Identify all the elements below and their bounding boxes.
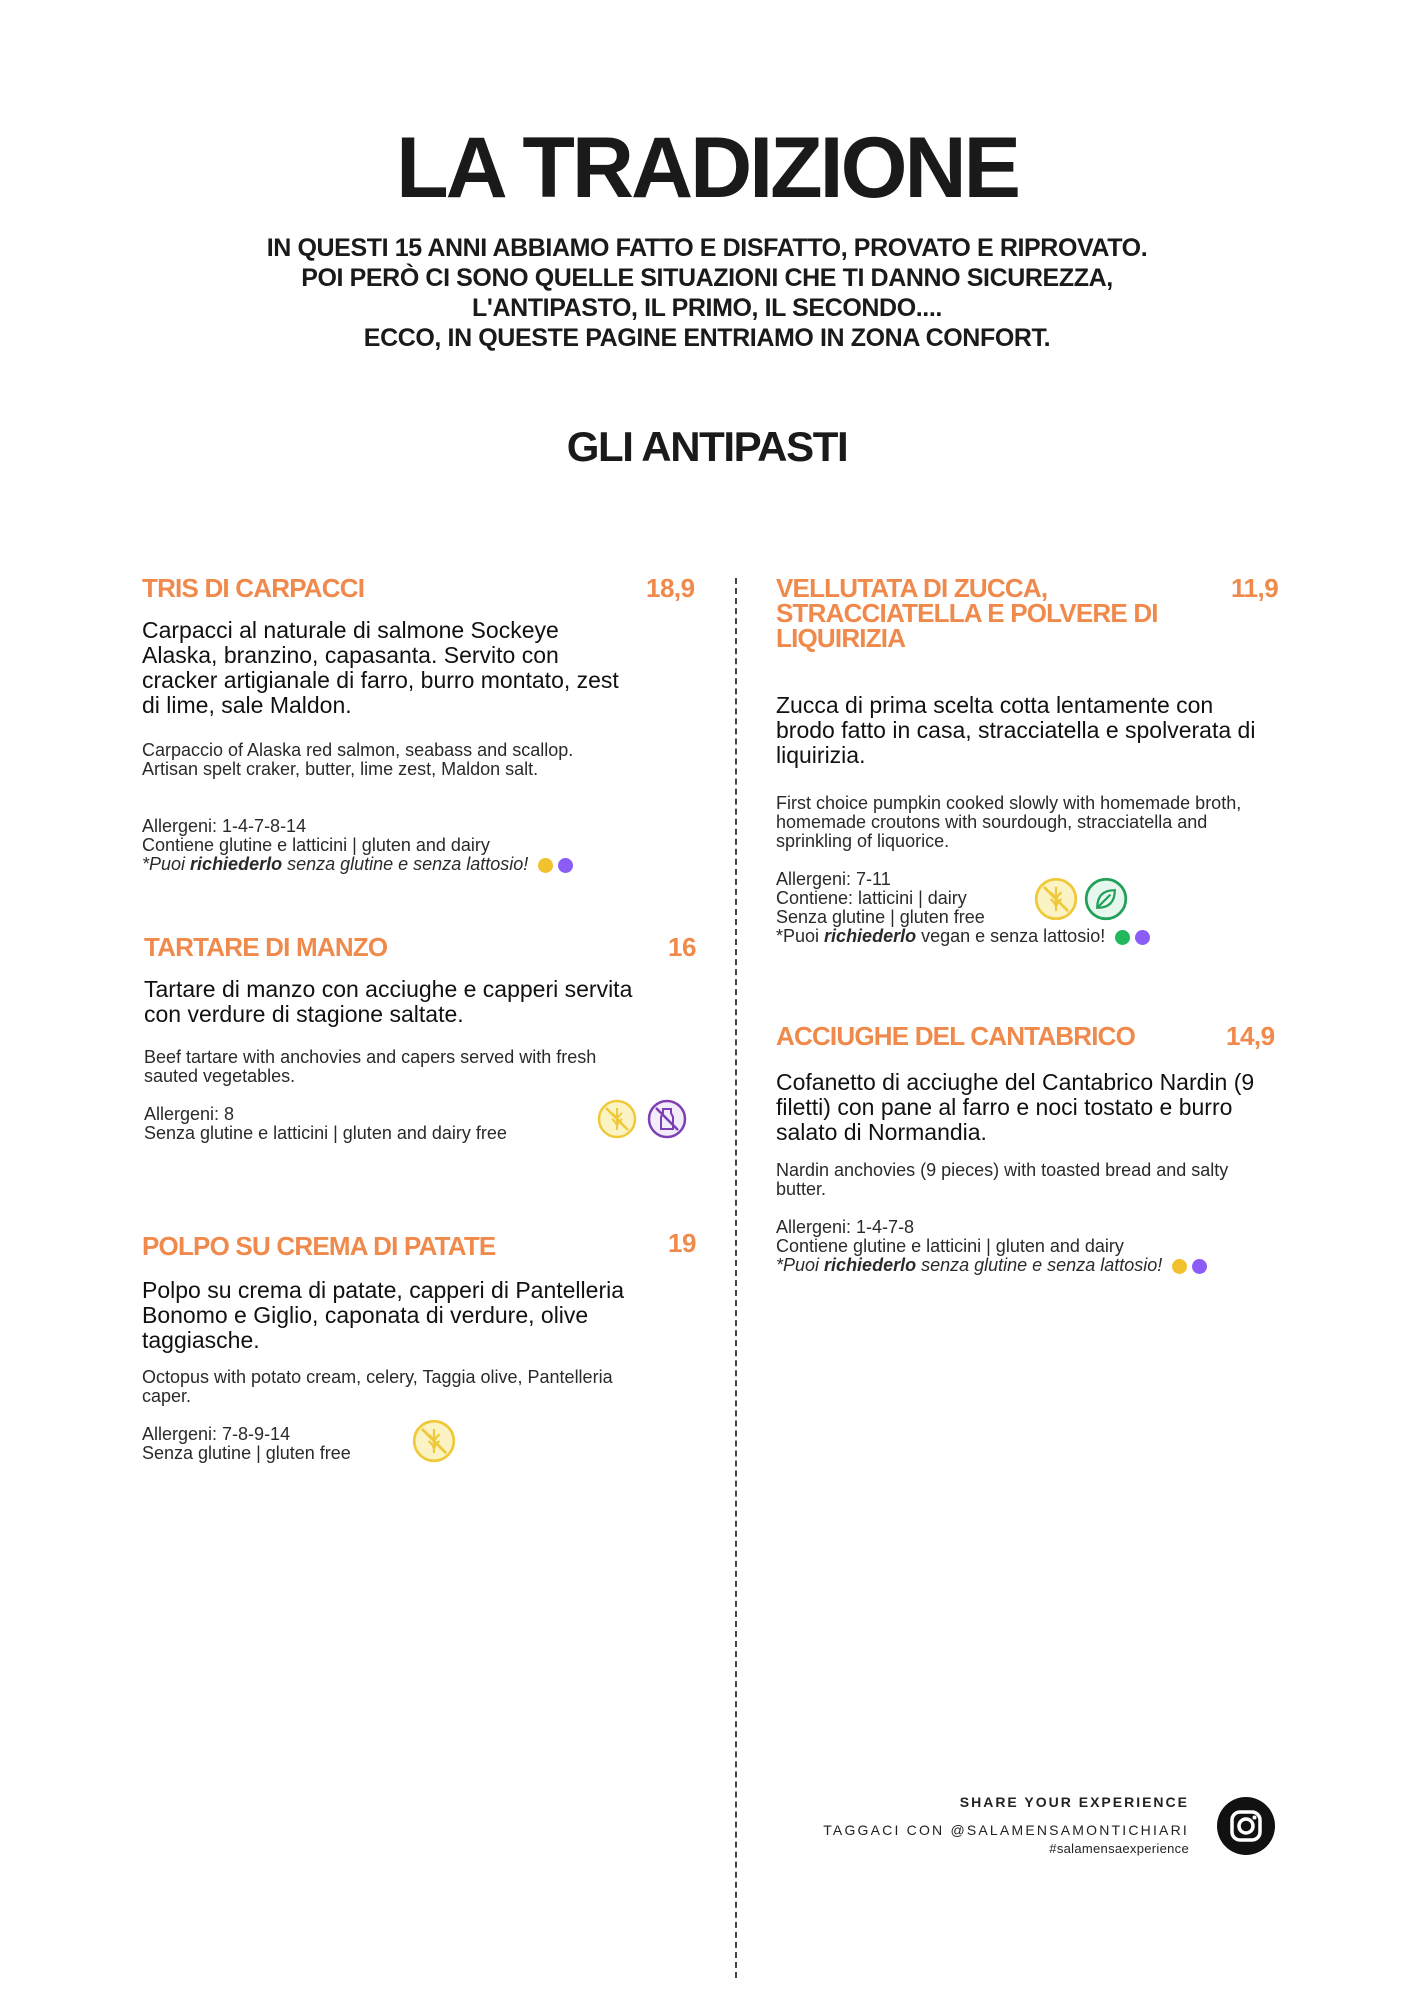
column-divider (735, 578, 737, 1978)
dish-description: Zucca di prima scelta cotta lentamente con brodo fatto in casa, stracciatella e spolverata di liquirizia. (776, 692, 1256, 768)
lactose-free-dot (1192, 1259, 1207, 1274)
dish-english-description: First choice pumpkin cooked slowly with homemade broth, homemade croutons with sourdough, stracciatella and sprinkling of liquorice. (776, 793, 1242, 851)
allergens-list: Allergeni: 1-4-7-8-14 (142, 816, 307, 836)
dish-allergens (144, 1105, 507, 1143)
intro-text (0, 233, 1414, 353)
share-experience-label: SHARE YOUR EXPERIENCE (959, 1794, 1189, 1810)
dish-price: 11,9 (1231, 573, 1279, 603)
intro-line: L'ANTIPASTO, IL PRIMO, IL SECONDO.... (472, 294, 942, 322)
dish-english-description: Octopus with potato cream, celery, Taggia olive, Pantelleria caper. (142, 1367, 613, 1406)
allergens-list: Allergeni: 8 (144, 1104, 235, 1124)
intro-line: IN QUESTI 15 ANNI ABBIAMO FATTO E DISFATTO, PROVATO E RIPROVATO. (266, 234, 1148, 262)
allergens-free: Senza glutine | gluten free (776, 907, 985, 927)
dish-english-description: Beef tartare with anchovies and capers served with fresh sauted vegetables. (144, 1047, 597, 1086)
request-note (776, 927, 1150, 946)
dish-allergens (142, 817, 573, 874)
vegan-dot (1115, 930, 1130, 945)
request-post: vegan e senza lattosio! (916, 926, 1106, 946)
dish-description: Carpacci al naturale di salmone Sockeye Alaska, branzino, capasanta. Servito con cracker artigianale di farro, burro montato, zest di lime, sale Maldon. (142, 617, 619, 718)
dish-allergens (776, 1218, 1207, 1275)
allergens-contains: Contiene glutine e latticini | gluten and dairy (142, 835, 490, 855)
gluten-free-icon (597, 1099, 637, 1139)
vegan-leaf-icon (1084, 877, 1128, 921)
dish-price: 14,9 (1226, 1021, 1275, 1051)
allergens-contains: Senza glutine e latticini | gluten and dairy free (144, 1123, 507, 1143)
dish-description: Polpo su crema di patate, capperi di Pantelleria Bonomo e Giglio, caponata di verdure, olive taggiasche. (142, 1277, 625, 1353)
dish-price: 16 (668, 932, 696, 962)
allergens-contains: Contiene glutine e latticini | gluten and dairy (776, 1236, 1124, 1256)
dish-price: 18,9 (646, 573, 695, 603)
request-note (776, 1256, 1207, 1275)
intro-line: POI PERÒ CI SONO QUELLE SITUAZIONI CHE TI DANNO SICUREZZA, (301, 264, 1113, 292)
dish-tris-di-carpacci (142, 573, 697, 886)
request-note (142, 855, 573, 874)
intro-line: ECCO, IN QUESTE PAGINE ENTRIAMO IN ZONA CONFORT. (363, 324, 1051, 352)
dish-name: TRIS DI CARPACCI (142, 573, 365, 603)
allergens-list: Allergeni: 7-8-9-14 (142, 1424, 291, 1444)
request-pre: *Puoi (776, 1255, 825, 1275)
hashtag: #salamensaexperience (1049, 1841, 1189, 1856)
request-bold: richiederlo (824, 1255, 917, 1275)
allergens-contains: Senza glutine | gluten free (142, 1443, 351, 1463)
dish-name: ACCIUGHE DEL CANTABRICO (776, 1021, 1136, 1051)
request-post: senza glutine e senza lattosio! (916, 1255, 1163, 1275)
request-pre: *Puoi (776, 926, 825, 946)
dish-allergens (142, 1425, 351, 1463)
lactose-free-icon (647, 1099, 687, 1139)
request-post: senza glutine e senza lattosio! (282, 854, 529, 874)
allergens-list: Allergeni: 1-4-7-8 (776, 1217, 915, 1237)
lactose-free-dot (558, 858, 573, 873)
instagram-icon[interactable] (1216, 1796, 1276, 1856)
request-pre: *Puoi (142, 854, 191, 874)
gluten-free-dot (538, 858, 553, 873)
dish-description: Cofanetto di acciughe del Cantabrico Nardin (9 filetti) con pane al farro e noci tostato e burro salato di Normandia. (776, 1069, 1255, 1145)
page-title: LA TRADIZIONE (396, 120, 1018, 216)
dish-name: TARTARE DI MANZO (144, 932, 388, 962)
dish-price: 19 (668, 1228, 696, 1258)
tag-handle: TAGGACI CON @SALAMENSAMONTICHIARI (823, 1822, 1189, 1838)
section-title: GLI ANTIPASTI (566, 423, 848, 470)
dish-name: POLPO SU CREMA DI PATATE (142, 1231, 496, 1261)
dish-english-description: Carpaccio of Alaska red salmon, seabass and scallop. Artisan spelt craker, butter, lime zest, Maldon salt. (142, 740, 574, 779)
lactose-free-dot (1135, 930, 1150, 945)
gluten-free-icon (1034, 877, 1078, 921)
allergens-list: Allergeni: 7-11 (776, 869, 891, 889)
request-bold: richiederlo (190, 854, 283, 874)
dish-acciughe-del-cantabrico (776, 1021, 1286, 1284)
dish-description: Tartare di manzo con acciughe e capperi servita con verdure di stagione saltate. (144, 976, 633, 1027)
gluten-free-icon (412, 1419, 456, 1463)
dish-name: VELLUTATA DI ZUCCA, STRACCIATELLA E POLVERE DI LIQUIRIZIA (776, 573, 1158, 653)
dish-vellutata-di-zucca (776, 573, 1286, 956)
gluten-free-dot (1172, 1259, 1187, 1274)
allergens-contains: Contiene: latticini | dairy (776, 888, 967, 908)
request-bold: richiederlo (824, 926, 917, 946)
dish-english-description: Nardin anchovies (9 pieces) with toasted bread and salty butter. (776, 1160, 1229, 1199)
